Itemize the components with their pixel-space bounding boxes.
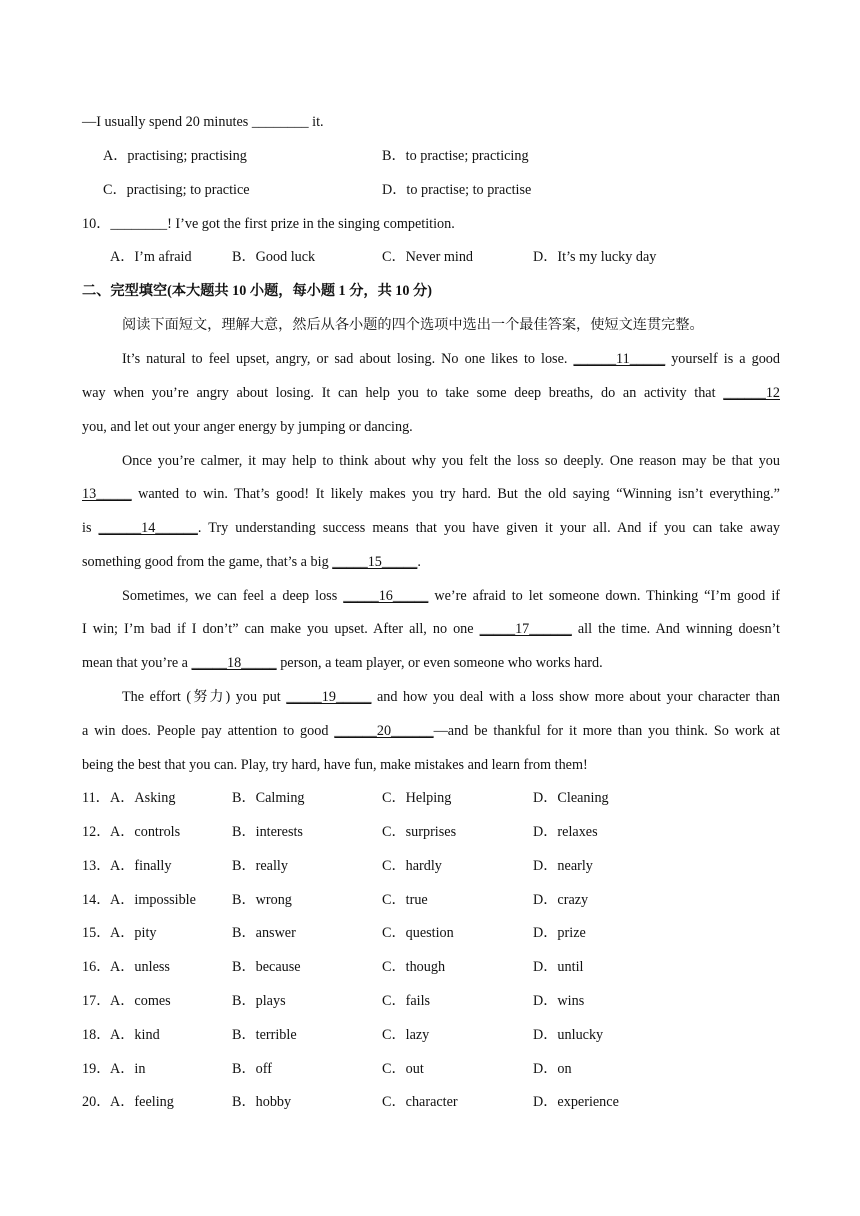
question-12-option-b: B．interests xyxy=(232,824,303,840)
blank-18: _____18_____ xyxy=(191,655,277,671)
question-19-option-c: C．out xyxy=(382,1061,424,1077)
section-title: 二、完型填空(本大题共 10 小题，每小题 1 分，共 10 分) xyxy=(82,283,432,299)
passage-text: and how you deal with a loss show more about your character than xyxy=(371,689,780,705)
question-20-option-a: A．feeling xyxy=(110,1094,174,1110)
question-12-option-d: D．relaxes xyxy=(533,824,598,840)
question-13-number: 13． xyxy=(82,858,111,874)
question-11-option-d: D．Cleaning xyxy=(533,790,609,806)
q9-option-d: D．to practise; to practise xyxy=(382,182,532,198)
blank-17: _____17______ xyxy=(479,621,572,637)
q10-option-b: B．Good luck xyxy=(232,249,316,265)
passage-text: way when you’re angry about losing. It can help you to take some deep breaths, do an activity that xyxy=(82,385,724,401)
question-17-number: 17． xyxy=(82,993,111,1009)
q9-option-b: B．to practise; practicing xyxy=(382,148,529,164)
passage-p2-line4 xyxy=(82,552,421,572)
question-17-option-d: D．wins xyxy=(533,993,585,1009)
passage-text: person, a team player, or even someone who works hard. xyxy=(276,655,603,671)
question-14-option-a: A．impossible xyxy=(110,892,196,908)
question-17-option-a: A．comes xyxy=(110,993,171,1009)
question-16-option-b: B．because xyxy=(232,959,301,975)
question-17-option-c: C．fails xyxy=(382,993,431,1009)
question-16-option-c: C．though xyxy=(382,959,446,975)
passage-p1-line2 xyxy=(82,383,780,403)
question-14-number: 14． xyxy=(82,892,111,908)
question-11-option-a: A．Asking xyxy=(110,790,176,806)
question-11-number: 11． xyxy=(82,790,110,806)
blank-11: ______11_____ xyxy=(573,351,666,367)
question-16-option-a: A．unless xyxy=(110,959,170,975)
passage-p3-line2 xyxy=(82,619,780,639)
passage-text: mean that you’re a xyxy=(82,655,192,671)
question-12-option-c: C．surprises xyxy=(382,824,457,840)
question-14-option-b: B．wrong xyxy=(232,892,292,908)
blank-14: ______14______ xyxy=(98,520,198,536)
passage-p3-line1 xyxy=(122,586,780,606)
passage-text: The effort (努力) you put xyxy=(122,689,287,705)
question-11-option-c: C．Helping xyxy=(382,790,452,806)
question-19-option-a: A．in xyxy=(110,1061,146,1077)
question-20-option-c: C．character xyxy=(382,1094,458,1110)
passage-p4-line3: being the best that you can. Play, try hard, have fun, make mistakes and learn from them! xyxy=(82,757,588,773)
passage-text: yourself is a good xyxy=(665,351,780,367)
blank-12: ______12 xyxy=(723,385,780,401)
passage-p2-line1: Once you’re calmer, it may help to think about why you felt the loss so deeply. One reason may be that you xyxy=(122,453,780,469)
passage-p1-line3: you, and let out your anger energy by jumping or dancing. xyxy=(82,419,413,435)
question-12-number: 12． xyxy=(82,824,111,840)
blank-16: _____16_____ xyxy=(343,588,429,604)
question-12-option-a: A．controls xyxy=(110,824,181,840)
q9-option-c: C．practising; to practice xyxy=(103,182,250,198)
passage-text: . Try understanding success means that you have given it your all. And if you can take away xyxy=(197,520,780,536)
question-15-option-d: D．prize xyxy=(533,925,586,941)
question-13-option-a: A．finally xyxy=(110,858,172,874)
q10-option-d: D．It’s my lucky day xyxy=(533,249,657,265)
question-15-number: 15． xyxy=(82,925,111,941)
q10-option-a: A．I’m afraid xyxy=(110,249,192,265)
passage-text: —and be thankful for it more than you think. So work at xyxy=(433,723,780,739)
passage-text: a win does. People pay attention to good xyxy=(82,723,335,739)
question-19-option-d: D．on xyxy=(533,1061,572,1077)
passage-p4-line1 xyxy=(122,687,780,707)
question-16-number: 16． xyxy=(82,959,111,975)
passage-text: It’s natural to feel upset, angry, or sad about losing. No one likes to lose. xyxy=(122,351,574,367)
passage-text: . xyxy=(417,554,421,570)
blank-15: _____15_____ xyxy=(332,554,418,570)
question-20-option-b: B．hobby xyxy=(232,1094,292,1110)
passage-p1-line1 xyxy=(122,349,780,369)
question-18-option-a: A．kind xyxy=(110,1027,160,1043)
question-18-option-c: C．lazy xyxy=(382,1027,430,1043)
question-15-option-b: B．answer xyxy=(232,925,296,941)
passage-text: we’re afraid to let someone down. Thinking “I’m good if xyxy=(428,588,780,604)
question-16-option-d: D．until xyxy=(533,959,584,975)
blank-19: _____19_____ xyxy=(286,689,372,705)
q9-reply: —I usually spend 20 minutes ________ it. xyxy=(82,114,324,130)
question-14-option-d: D．crazy xyxy=(533,892,589,908)
question-15-option-a: A．pity xyxy=(110,925,157,941)
question-14-option-c: C．true xyxy=(382,892,428,908)
question-19-number: 19． xyxy=(82,1061,111,1077)
question-18-option-b: B．terrible xyxy=(232,1027,297,1043)
passage-text: wanted to win. That’s good! It likely makes you try hard. But the old saying “Winning isn’t everything.” xyxy=(131,486,780,502)
blank-20: ______20______ xyxy=(334,723,434,739)
blank-13: 13_____ xyxy=(82,486,132,502)
passage-text: is xyxy=(82,520,99,536)
question-13-option-d: D．nearly xyxy=(533,858,593,874)
question-13-option-b: B．really xyxy=(232,858,288,874)
question-13-option-c: C．hardly xyxy=(382,858,442,874)
question-18-option-d: D．unlucky xyxy=(533,1027,604,1043)
passage-p4-line2 xyxy=(82,721,780,741)
passage-text: all the time. And winning doesn’t xyxy=(571,621,780,637)
passage-p2-line2 xyxy=(82,484,780,504)
q10-option-c: C．Never mind xyxy=(382,249,474,265)
q10-stem: 10．________! I’ve got the first prize in the singing competition. xyxy=(82,216,455,232)
question-20-option-d: D．experience xyxy=(533,1094,619,1110)
question-15-option-c: C．question xyxy=(382,925,454,941)
question-20-number: 20． xyxy=(82,1094,111,1110)
section-instruction: 阅读下面短文，理解大意，然后从各小题的四个选项中选出一个最佳答案，使短文连贯完整。 xyxy=(122,317,704,333)
question-17-option-b: B．plays xyxy=(232,993,286,1009)
q9-option-a: A．practising; practising xyxy=(103,148,247,164)
passage-text: I win; I’m bad if I don’t” can make you upset. After all, no one xyxy=(82,621,480,637)
passage-text: something good from the game, that’s a big xyxy=(82,554,333,570)
passage-p2-line3 xyxy=(82,518,780,538)
question-19-option-b: B．off xyxy=(232,1061,272,1077)
question-11-option-b: B．Calming xyxy=(232,790,305,806)
passage-text: Sometimes, we can feel a deep loss xyxy=(122,588,344,604)
question-18-number: 18． xyxy=(82,1027,111,1043)
passage-p3-line3 xyxy=(82,653,603,673)
